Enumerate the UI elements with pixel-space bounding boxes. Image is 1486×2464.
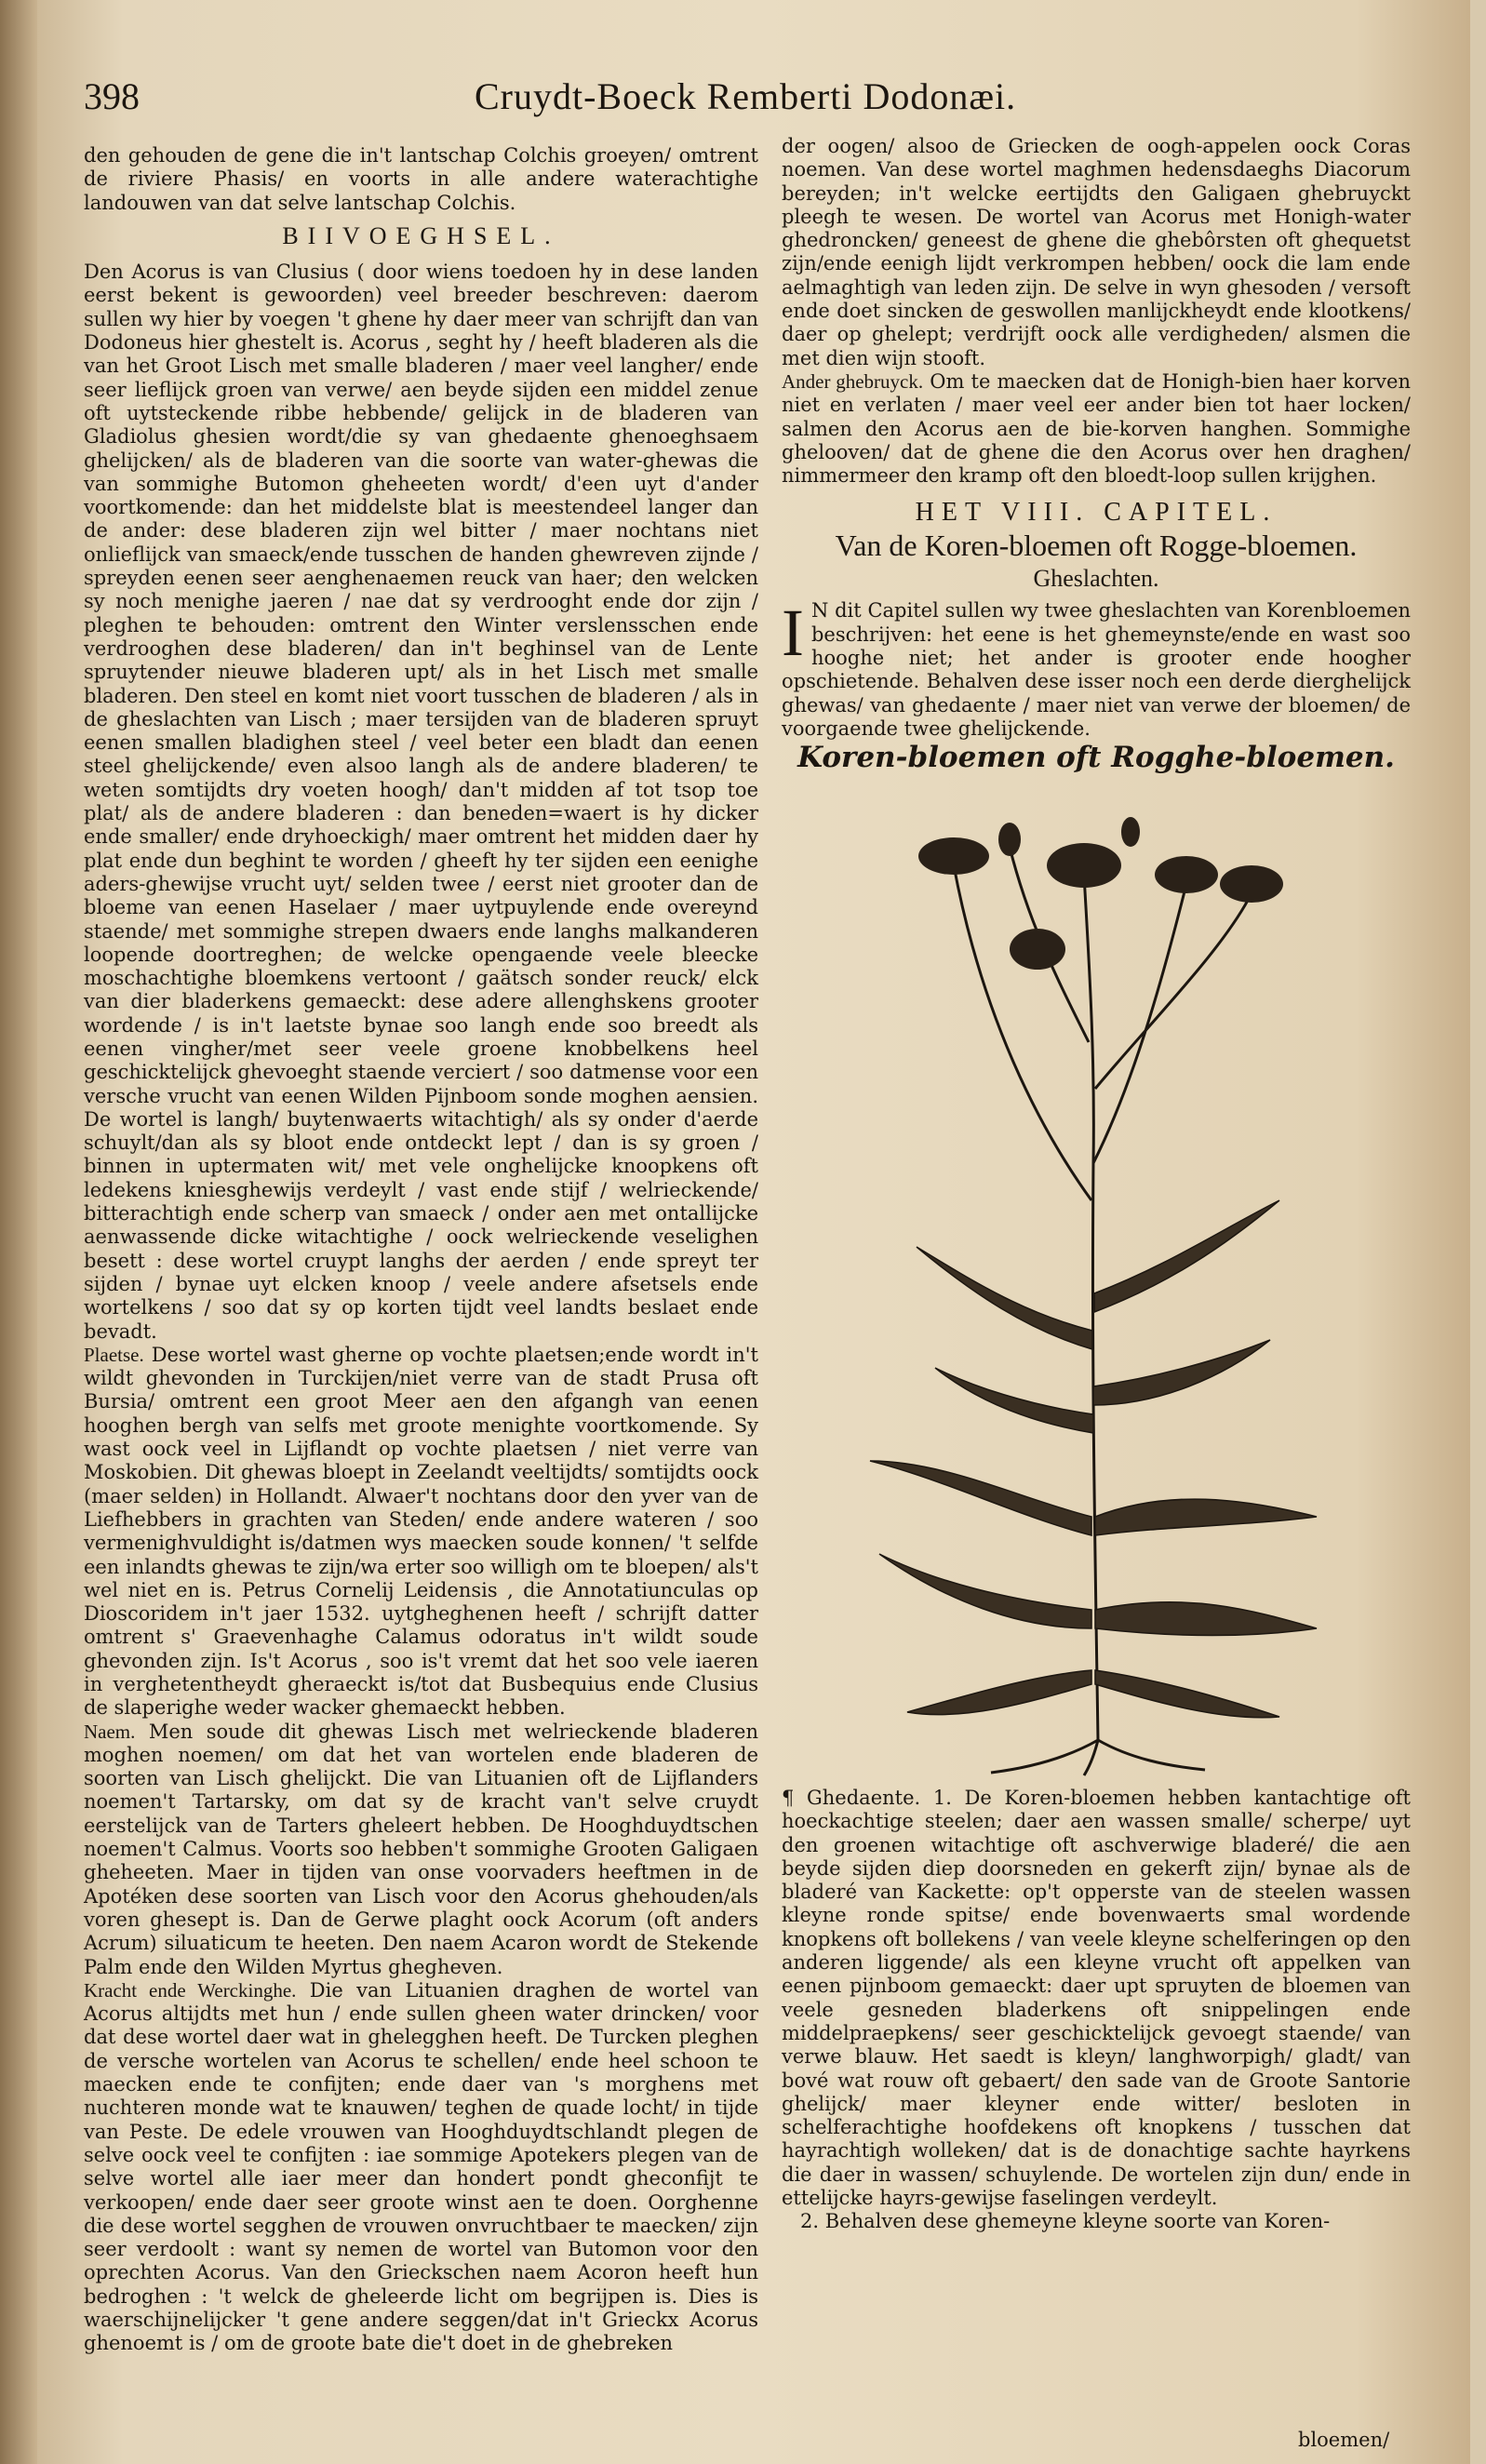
body-paragraph: Den Acorus is van Clusius ( door wiens toedoen hy in dese landen eerst bekent is gewoorden) veel breeder beschreven: daerom sullen wy hier by voegen 't ghene hy daer meer van schrijft dan van Dodoneus hier ghestelt is. Acorus , seght hy / heeft bladeren als die van het Groot Lisch met smalle bladeren / maer veel langher/ ende seer lieflijck groen van verwe/ aen beyde sijden een middel zenue oft uytsteckende ribbe hebbende/ gelijck in de bladeren van Gladiolus ghesien wordt/die sy van ghedaente ghenoeghsaem ghelijcken/ als de bladeren van die soorte van water-ghewas die van sommighe Butomon gheheeten wordt/ d'een uyt d'ander voortkomende: dan het middelste blat is meestendeel langer dan de ander: dese bladeren zijn wel bitter / maer nochtans niet onlieflijck van smaeck/ende tusschen de handen ghewreven zijnde / spreyden eenen seer aenghenaemen reuck van haer; den welcken sy noch menighe jaeren / nae dat sy verdrooght ende dor zijn / pleghen te behouden: omtrent den Winter verslensschen ende verdrooghen dese bladeren/ dan in't beghinsel van de Lente spruytender nieuwe bladeren upt/ als in het Lisch met smalle bladeren. Den steel en komt niet voort tusschen de bladeren / als in de gheslachten van Lisch ; maer tersijden van de bladeren spruyt eenen smallen bladighen steel / veel beter een bladt dan eenen steel ghelijckende/ even alsoo langh als de andere bladeren/ te weten somtijdts dry voeten hoogh/ dan't midden af tot tsop toe plat/ als de andere bladeren : dan beneden=waert is hy dicker ende smaller/ ende dryhoeckigh/ maer omtrent het midden daer hy plat ende dun beghint te worden / gheeft hy ter sijden een eenighe aders-ghewijse vrucht uyt/ selden twee / eerst niet grooter dan de bloeme van eenen Haselaer / maer uytpuylende ende overeynd staende/ met sommighe strepen dwaers ende langhs malkanderen loopende doortreghen; de welcke opengaende veele bleecke moschachtighe bloemkens vertoont / gaätsch sonder reuck/ elck van dier bladerkens gemaeckt: dese adere allenghskens grooter wordende / is in't laetste bynae soo langh ende soo breedt als eenen vingher/met seer veele groene knobbelkens heel geschicktelijck ghevoeght staende verciert / soo datmense voor een versche vrucht van eenen Wilden Pijnboom sonde moghen aensien. De wortel is langh/ buytenwaerts witachtigh/ als sy onder d'aerde schuylt/dan als sy bloot ende ontdeckt lept / dan is sy groen / binnen in uptermaten wit/ met vele onghelijcke knoopkens oft ledekens kniesghewijs verdeylt / vast ende stijf / welrieckende/ bitterachtigh ende scherp van smaeck / onder aen met ontallijcke aenwassende dicke witachtighe / oock welrieckende veselighen besett : dese wortel cruypt langhs der aerden / ende spreyt ter sijden / bynae uyt elcken knoop / veele andere afsetsels ende wortelkens / soo dat sy op korten tijdt veel landts beslaet ende bevadt. <box>84 261 758 1343</box>
naem-text: Men soude dit ghewas Lisch met welrieckende bladeren moghen noemen/ om dat het van wortelen ende bladeren de soorten van Lisch ghelijckt. Die van Lituanien oft de Lijflanders noemen't Tartarsky, om dat sy de kracht van't selve cruydt eerstelijck van de Tarters gheleert hebben. De Hooghduydtschen noemen't Calmus. Voorts soo hebben't sommighe Grooten Galigaen gheheeten. Maer in tijden van onse voorvaders heeftmen in de Apotéken dese soorten van Lisch voor den Acorus ghehouden/als voren ghesept is. Dan de Gerwe plaght oock Acorum (oft anders Acrum) siluaticum te heeten. Den naem Acaron wordt de Stekende Palm ende den Wilden Myrtus ghegheven. <box>84 1720 758 1978</box>
ander-text: Om te maecken dat de Honigh-bien haer korven niet en verlaten / maer veel eer ander bien tot haer locken/ salmen den Acorus aen de bie-korven hanghen. Sommighe ghelooven/ dat de ghene die den Acorus over hen draghen/ nimmermeer den kramp oft den bloedt-loop sullen krijghen. <box>782 369 1411 488</box>
section-head-bijvoeghsel: BIIVOEGHSEL. <box>282 221 560 249</box>
plaetse-label: Plaetse. <box>84 1343 144 1366</box>
figure-caption: Koren-bloemen oft Rogghe-bloemen. <box>797 741 1395 775</box>
folio-number: 398 <box>84 75 140 117</box>
ander-label: Ander ghebruyck. <box>782 369 924 393</box>
ander-paragraph <box>782 370 1411 488</box>
cornflower-woodcut-illustration <box>851 810 1335 1777</box>
sub-head-gheslachten: Gheslachten. <box>1033 565 1159 593</box>
intro-paragraph: den gehouden de gene die in't lantschap Colchis groeyen/ omtrent de riviere Phasis/ en voorts in alle andere waterachtighe landouwen van dat selve lantschap Colchis. <box>84 144 758 214</box>
book-spine <box>0 0 37 2464</box>
ghedaente-paragraph: ¶ Ghedaente. 1. De Koren-bloemen hebben kantachtige oft hoeckachtige steelen; daer aen wassen smalle/ scherpe/ uyt den groenen witachtige oft aschverwige bladeré/ die aen beyde sijden diep doorsneden en gekerft zijn/ bynae als de bladeré van Kackette: op't opperste van de steelen wassen kleyne ronde spitse/ ende bovenwaerts smal wordende knopkens oft bollekens / van veele kleyne schelferingen op den anderen liggende/ als een kleyne vrucht oft appelken van eenen pijnboom gemaeckt: daer upt spruyten de bloemen van veele gesneden bladerkens oft snippelingen ende middelpraepkens/ seer geschicktelijck gevoegt staende/ van verwe blauw. Het saedt is kleyn/ langhworpigh/ gladt/ van bové wat rouw oft gebaert/ den sade van de Groote Santorie ghelijck/ maer kleyner ende witter/ besloten in schelferachtighe hoofdekens oft knopkens / tusschen dat hayrachtigh wolleken/ dat is de donachtige sachte hayrkens die daer in wassen/ schuylende. De wortelen zijn dun/ ende in ettelijcke hayrs-gewijse faselingen verdeylt. <box>782 1787 1411 2210</box>
chapter-title: Van de Koren-bloemen oft Rogge-bloemen. <box>835 528 1358 562</box>
naem-paragraph <box>84 1721 758 1979</box>
running-head: Cruydt-Boeck Remberti Dodonæi. <box>475 75 1017 117</box>
kracht-label: Kracht ende Werckinghe. <box>84 1978 297 2002</box>
chapter-head: HET VIII. CAPITEL. <box>915 498 1278 528</box>
plaetse-text: Dese wortel wast gherne op vochte plaetsen;ende wordt in't wildt ghevonden in Turckijen/niet verre van de stadt Prusa oft Bursia/ omtrent een groot Meer aen den afgangh van eenen hooghen bergh van selfs met groote menighte voortkomende. Sy wast oock veel in Lijflandt op vochte plaetsen / niet verre van Moskobien. Dit ghewas bloept in Zeelandt veeltijdts/ somtijdts oock (maer selden) in Hollandt. Alwaer't nochtans door den yver van de Liefhebbers in grachten van Steden/ ende andere wateren / soo vermenighvuldight is/datmen wys maecken soude konnen/ 't selfde een inlandts ghewas te zijn/wa erter soo willigh om te bloepen/ als't wel niet en is. Petrus Cornelij Leidensis , die Annotatiunculas op Dioscoridem in't jaer 1532. uytgheghenen heeft / schrijft datter omtrent s' Graevenhaghe Calamus odoratus in't wildt soude ghevonden zijn. Is't Acorus , soo is't vremt dat het soo vele iaeren in verghetentheydt gheraeckt is/tot dat Busbequius ende Clusius de slaperighe weder wacker ghemaeckt hebben. <box>84 1343 758 1720</box>
ghedaente-section <box>782 1787 1411 2234</box>
continuation-word: bloemen/ <box>1298 2429 1390 2451</box>
right-top-paragraph: der oogen/ alsoo de Griecken de oogh-appelen oock Coras noemen. Van dese wortel maghmen hedensdaeghs Diacorum bereyden; in't welcke eertijdts den Galigaen ghebruyckt pleegh te wesen. De wortel van Acorus met Honigh-water ghedroncken/ geneest de ghene die ghebôrsten oft ghequetst zijn/ende eenigh lijdt verkrompen hebben/ oock die lam ende aelmaghtigh van leden zijn. De selve in wyn ghesoden / versoft ende doet sincken de geswollen manlijckheydt ende klootkens/ daer op ghelept; verdrijft oock alle verdigheden/ alsmen die met dien wijn stooft. <box>782 135 1411 369</box>
right-column <box>782 135 1411 775</box>
kracht-text: Die van Lituanien draghen de wortel van Acorus altijdts met hun / ende sullen gheen water drincken/ voor dat dese wortel daer wat in ghelegghen heeft. De Turcken pleghen de versche wortelen van Acorus te schellen/ ende heel schoon te maecken ende te confijten; ende daer van 's morghens met nuchteren monde wat te knauwen/ teghen de quade locht/ in tijde van Peste. De edele vrouwen van Hooghduydtschlandt plegen de selve oock veel te confijten : iae sommige Apotekers plegen van de selve wortel alle iaer meer dan hondert pondt gheconfijt te verkoopen/ ende daer seer groote winst aen te doen. Oorghenne die dese wortel segghen de vrouwen onvruchtbaer te maecken/ zijn seer verdoolt : want sy nemen de wortel van Butomon voor den oprechten Acorus. Van den Grieckschen naem Acoron heeft hun bedroghen : 't welck de gheleerde licht om begrijpen is. Dies is waerschijnelijcker 't gene andere seggen/dat in't Grieckx Acorus ghenoemt is / om de groote bate die't doet in de ghebreken <box>84 1978 758 2355</box>
gheslachten-text: N dit Capitel sullen wy twee gheslachten van Korenbloemen beschrijven: het eene is het ghemeynste/ende en wast soo hooghe niet; het ander is grooter ende hoogher opschietende. Behalven dese isser noch een derde dierghelijck ghewas/ van ghedaente / maer niet van verwe der bloemen/ de voorgaende twee ghelijckende. <box>782 599 1411 740</box>
naem-label: Naem. <box>84 1720 136 1743</box>
item-2-paragraph: 2. Behalven dese ghemeyne kleyne soorte van Koren- <box>800 2210 1331 2233</box>
kracht-paragraph <box>84 1979 758 2356</box>
plaetse-paragraph <box>84 1344 758 1721</box>
drop-cap: I <box>782 596 804 671</box>
left-column <box>84 144 758 2356</box>
gheslachten-paragraph <box>782 596 1411 741</box>
